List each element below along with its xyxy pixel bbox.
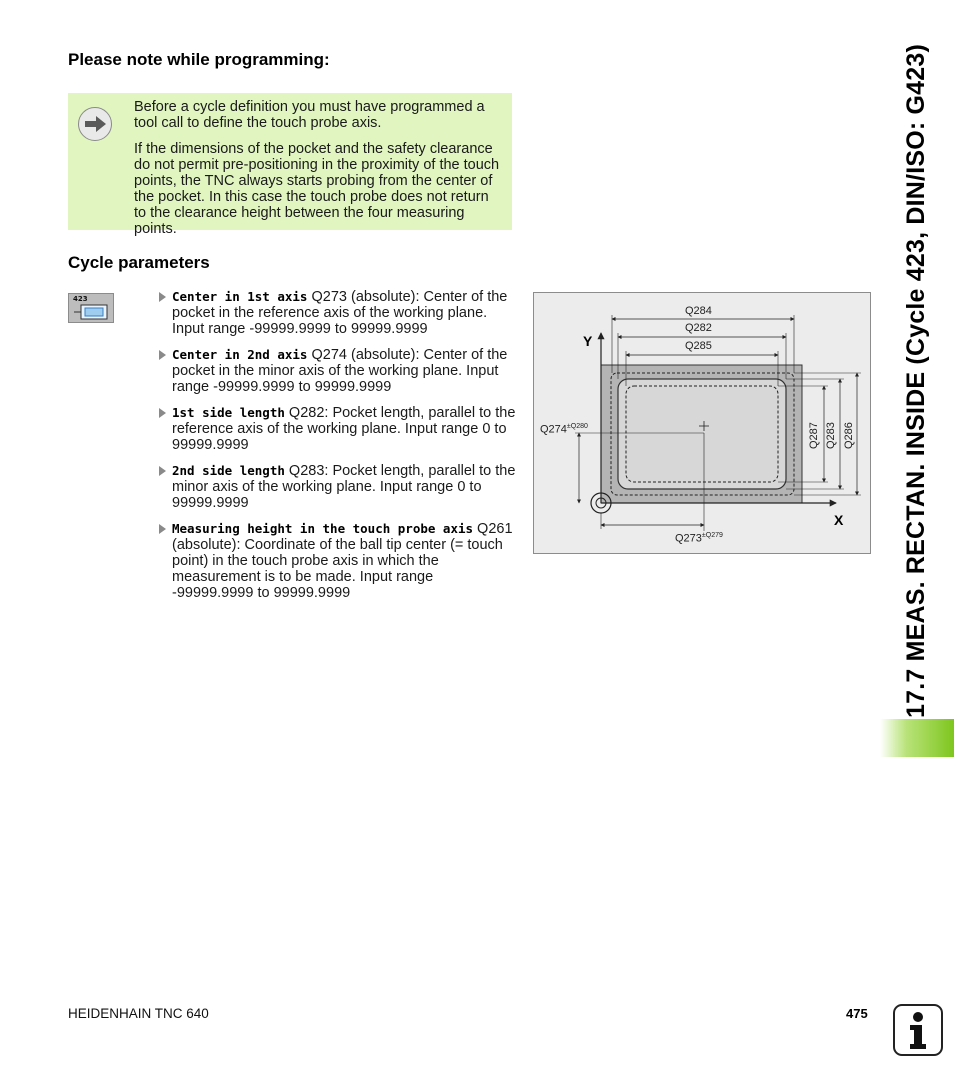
- param-text: Q283: Pocket length, parallel to the minor axis of the working plane. Input range 0 to 99999.9999: [172, 463, 516, 511]
- q286-label: Q286: [843, 422, 855, 449]
- cycle-423-icon: [68, 293, 114, 323]
- arrow-right-icon: [78, 107, 112, 141]
- page-number: 475: [846, 1006, 868, 1021]
- q273-label: $Q273^{\pm Q279}$: [675, 532, 723, 545]
- triangle-bullet-icon: [159, 292, 166, 302]
- footer-product: HEIDENHAIN TNC 640: [68, 1006, 209, 1021]
- chapter-side-title: [894, 28, 938, 718]
- cycle-icon-number: 423: [73, 295, 88, 303]
- y-axis-label: Y: [583, 333, 593, 349]
- chapter-tab: [880, 719, 954, 757]
- param-item: [158, 347, 518, 395]
- q274-label: $Q274^{\pm Q280}$: [540, 423, 588, 436]
- note-heading: Please note while programming:: [68, 50, 330, 69]
- triangle-bullet-icon: [159, 408, 166, 418]
- chapter-side-title-text: 17.7 MEAS. RECTAN. INSIDE (Cycle 423, DIN/ISO: G423): [902, 43, 930, 718]
- param-code: Center in 1st axis: [172, 289, 308, 304]
- q283-label: Q283: [825, 422, 837, 449]
- param-text: Q274 (absolute): Center of the pocket in the minor axis of the working plane. Input range -99999.9999 to 99999.9999: [172, 347, 508, 395]
- triangle-bullet-icon: [159, 524, 166, 534]
- q287-label: Q287: [808, 422, 820, 449]
- q284-label: Q284: [685, 305, 712, 317]
- triangle-bullet-icon: [159, 466, 166, 476]
- cycle-parameters-heading: Cycle parameters: [68, 253, 210, 272]
- param-text: Q273 (absolute): Center of the pocket in the reference axis of the working plane. Input range -99999.9999 to 99999.9999: [172, 289, 508, 337]
- param-item: [158, 289, 518, 337]
- note-text: [134, 99, 504, 247]
- param-item: [158, 463, 518, 511]
- note-paragraph-1: Before a cycle definition you must have programmed a tool call to define the touch probe axis.: [134, 99, 485, 131]
- param-code: Center in 2nd axis: [172, 347, 308, 362]
- param-item: [158, 521, 518, 601]
- param-code: Measuring height in the touch probe axis: [172, 521, 474, 536]
- param-text: Q282: Pocket length, parallel to the reference axis of the working plane. Input range 0 to 99999.9999: [172, 405, 516, 453]
- param-item: [158, 405, 518, 453]
- q282-label: Q282: [685, 322, 712, 334]
- param-code: 2nd side length: [172, 463, 285, 478]
- pocket-diagram: [533, 292, 871, 554]
- q285-label: Q285: [685, 340, 712, 352]
- triangle-bullet-icon: [159, 350, 166, 360]
- note-box: [68, 93, 512, 237]
- x-axis-label: X: [834, 512, 844, 528]
- info-icon: [893, 1004, 943, 1056]
- parameter-list: [158, 289, 518, 611]
- note-paragraph-2: If the dimensions of the pocket and the safety clearance do not permit pre-positioning in the proximity of the touch points, the TNC always starts probing from the center of the pocket. In this case the touch probe does not return to the clearance height between the four measuring points.: [134, 141, 500, 237]
- param-text: Q261 (absolute): Coordinate of the ball tip center (= touch point) in the touch probe axis in which the measurement is to be made. Input range -99999.9999 to 99999.9999: [172, 521, 513, 601]
- param-code: 1st side length: [172, 405, 285, 420]
